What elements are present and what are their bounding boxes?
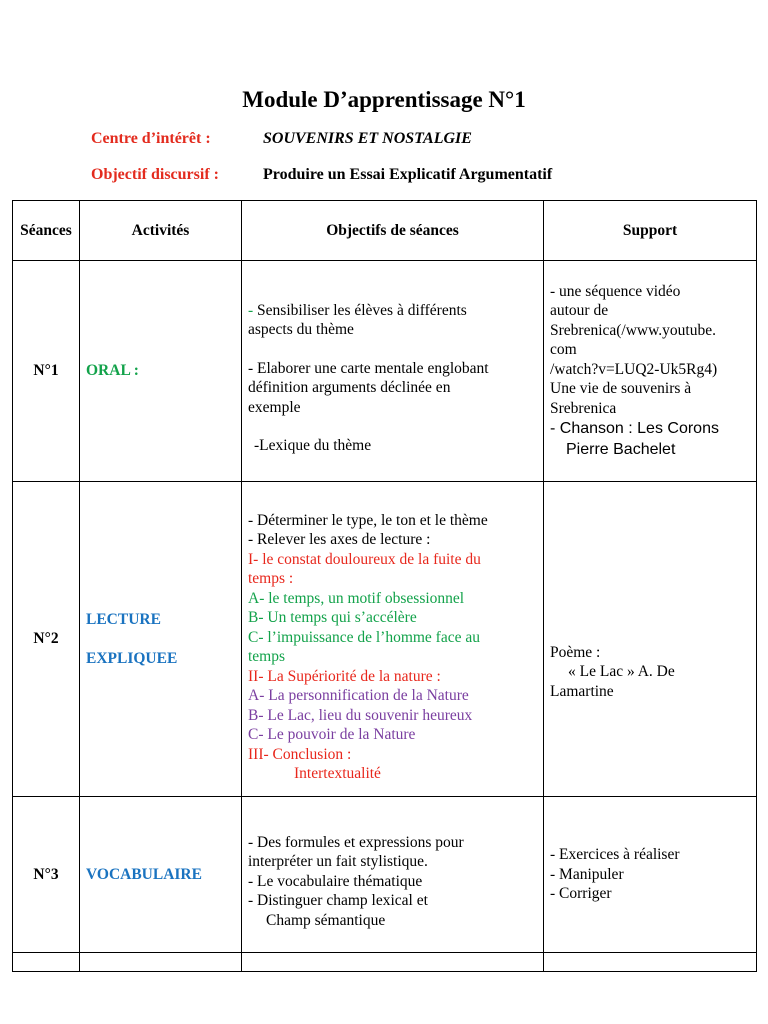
seances-table — [12, 200, 757, 972]
activity-label: VOCABULAIRE — [80, 797, 242, 953]
support-cell — [544, 797, 757, 953]
table-row — [13, 797, 757, 953]
support-line: - Corriger — [550, 885, 612, 903]
support-line: Pierre Bachelet — [566, 441, 676, 459]
objective-line: B- Un temps qui s’accélère — [248, 609, 417, 626]
objective-line: A- La personnification de la Nature — [248, 687, 469, 704]
objective-line: - Des formules et expressions pour — [248, 833, 464, 851]
objective-line: aspects du thème — [248, 321, 354, 338]
support-cell — [544, 482, 757, 797]
objectives-cell: - Sensibiliser les élèves à différents aspects du thème - Elaborer une carte mentale englobant définition arguments déclinée en exemple -Lexique du thème — [242, 261, 544, 482]
seance-number: N°3 — [13, 797, 80, 953]
objective-line: temps — [248, 648, 286, 665]
table-row — [13, 261, 757, 482]
support-line: Lamartine — [550, 682, 614, 700]
header-seances: Séances — [13, 201, 80, 261]
support-line: com — [550, 341, 577, 359]
table-row — [13, 482, 757, 797]
support-line: - Chanson : Les Corons — [550, 420, 719, 438]
support-line: « Le Lac » A. De — [568, 663, 675, 681]
objective-line: - Le vocabulaire thématique — [248, 872, 423, 890]
objective-line: - Elaborer une carte mentale englobant — [248, 359, 489, 377]
objective-line: C- l’impuissance de l’homme face au — [248, 628, 480, 646]
header-objectifs: Objectifs de séances — [242, 201, 544, 261]
seance-number: N°1 — [13, 261, 80, 482]
centre-interet-label: Centre d’intérêt : — [91, 130, 211, 147]
support-line: /watch?v=LUQ2-Uk5Rg4) — [550, 360, 718, 378]
header-support: Support — [544, 201, 757, 261]
objective-line: - Relever les axes de lecture : — [248, 531, 431, 548]
activity-label — [80, 482, 242, 797]
centre-interet-row — [91, 130, 472, 148]
objective-line: A- le temps, un motif obsessionnel — [248, 589, 465, 607]
seance-number: N°2 — [13, 482, 80, 797]
objective-line: temps : — [248, 570, 294, 587]
objective-line: Champ sémantique — [266, 911, 386, 929]
support-line: autour de — [550, 302, 609, 320]
header-activites: Activités — [80, 201, 242, 261]
support-line: - une séquence vidéo — [550, 282, 681, 300]
objective-line: Intertextualité — [294, 765, 381, 782]
support-line: Srebrenica — [550, 399, 617, 417]
objectives-cell — [242, 482, 544, 797]
activity-label: ORAL : — [80, 261, 242, 482]
objective-line: B- Le Lac, lieu du souvenir heureux — [248, 706, 473, 724]
support-cell — [544, 261, 757, 482]
objectives-cell — [242, 797, 544, 953]
activity-line: EXPLIQUEE — [86, 650, 178, 667]
objective-line: interpréter un fait stylistique. — [248, 853, 428, 871]
objective-line: -Lexique du thème — [254, 437, 372, 454]
objectif-discursif-value: Produire un Essai Explicatif Argumentatif — [263, 166, 553, 183]
empty-table-row — [13, 953, 757, 972]
activity-line: LECTURE — [86, 610, 161, 628]
objective-line: - Déterminer le type, le ton et le thème — [248, 511, 488, 529]
support-line: - Manipuler — [550, 865, 624, 883]
page-title: Module D’apprentissage N°1 — [242, 87, 526, 112]
objective-line: III- Conclusion : — [248, 745, 352, 763]
support-line: Une vie de souvenirs à — [550, 380, 692, 398]
table-header-row — [13, 201, 757, 261]
objective-line: C- Le pouvoir de la Nature — [248, 726, 416, 743]
objectif-discursif-label: Objectif discursif : — [91, 166, 219, 183]
objective-line: définition arguments déclinée en — [248, 379, 451, 396]
centre-interet-value: SOUVENIRS ET NOSTALGIE — [263, 130, 472, 147]
objectif-discursif-row — [91, 166, 553, 184]
objective-line: Sensibiliser les élèves à différents — [253, 301, 467, 319]
support-line: Srebrenica(/www.youtube. — [550, 321, 716, 339]
objective-line: I- le constat douloureux de la fuite du — [248, 550, 481, 568]
objective-line: exemple — [248, 398, 301, 416]
support-line: - Exercices à réaliser — [550, 846, 680, 864]
objective-line: - Distinguer champ lexical et — [248, 892, 428, 910]
support-line: Poème : — [550, 643, 601, 661]
objective-line: II- La Supériorité de la nature : — [248, 667, 441, 685]
